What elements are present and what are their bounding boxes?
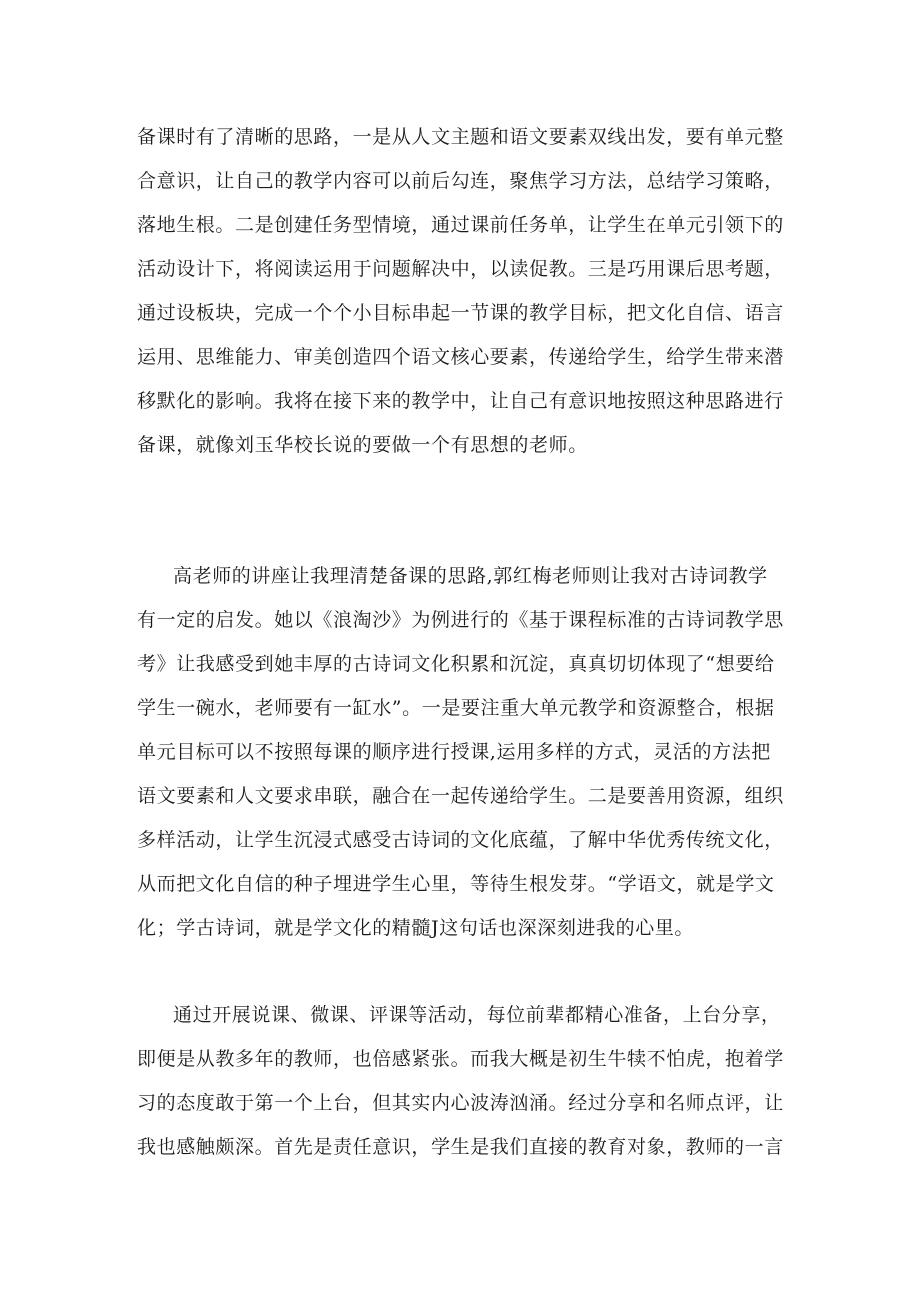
p2-line-3: 考》让我感受到她丰厚的古诗词文化积累和沉淀，真真切切体现了“想要给 xyxy=(137,653,775,675)
p3-line-2: 即便是从教多年的教师，也倍感紧张。而我大概是初生牛犊不怕虎，抱着学 xyxy=(137,1048,784,1070)
p1-line-2: 合意识，让自己的教学内容可以前后勾连，聚焦学习方法，总结学习策略， xyxy=(137,170,784,192)
p1-line-3: 落地生根。二是创建任务型情境，通过课前任务单，让学生在单元引领下的 xyxy=(137,214,784,236)
p3-line-4: 我也感触颇深。首先是责任意识，学生是我们直接的教育对象，教师的一言 xyxy=(137,1136,784,1158)
p2-line-8: 从而把文化自信的种子埋进学生心里，等待生根发芽。“学语文，就是学文 xyxy=(137,873,775,895)
p2-line-1: 高老师的讲座让我理清楚备课的思路,郭红梅老师则让我对古诗词教学 xyxy=(173,565,768,587)
p2-line-7: 多样活动，让学生沉浸式感受古诗词的文化底蕴，了解中华优秀传统文化， xyxy=(137,829,784,851)
p2-line-5: 单元目标可以不按照每课的顺序进行授课,运用多样的方式，灵活的方法把 xyxy=(137,741,771,763)
p3-line-1: 通过开展说课、微课、评课等活动，每位前辈都精心准备，上台分享， xyxy=(173,1004,781,1026)
p3-line-3: 习的态度敢于第一个上台，但其实内心波涛汹涌。经过分享和名师点评，让 xyxy=(137,1092,784,1114)
p1-line-8: 备课，就像刘玉华校长说的要做一个有思想的老师。 xyxy=(137,434,588,456)
p1-line-6: 运用、思维能力、审美创造四个语文核心要素，传递给学生，给学生带来潜 xyxy=(137,346,784,368)
p1-line-7: 移默化的影响。我将在接下来的教学中，让自己有意识地按照这种思路进行 xyxy=(137,390,784,412)
p2-line-6: 语文要素和人文要求串联，融合在一起传递给学生。二是要善用资源，组织 xyxy=(137,785,784,807)
p2-line-2: 有一定的启发。她以《浪淘沙》为例进行的《基于课程标准的古诗词教学思 xyxy=(137,609,784,631)
p2-line-4: 学生一碗水，老师要有一缸水”。一是要注重大单元教学和资源整合，根据 xyxy=(137,697,775,719)
p2-line-9: 化；学古诗词，就是学文化的精髓J这句话也深深刻进我的心里。 xyxy=(137,917,695,939)
p1-line-1: 备课时有了清晰的思路，一是从人文主题和语文要素双线出发，要有单元整 xyxy=(137,126,784,148)
p1-line-4: 活动设计下，将阅读运用于问题解决中，以读促教。三是巧用课后思考题， xyxy=(137,258,784,280)
p1-line-5: 通过设板块，完成一个个小目标串起一节课的教学目标，把文化自信、语言 xyxy=(137,302,784,324)
